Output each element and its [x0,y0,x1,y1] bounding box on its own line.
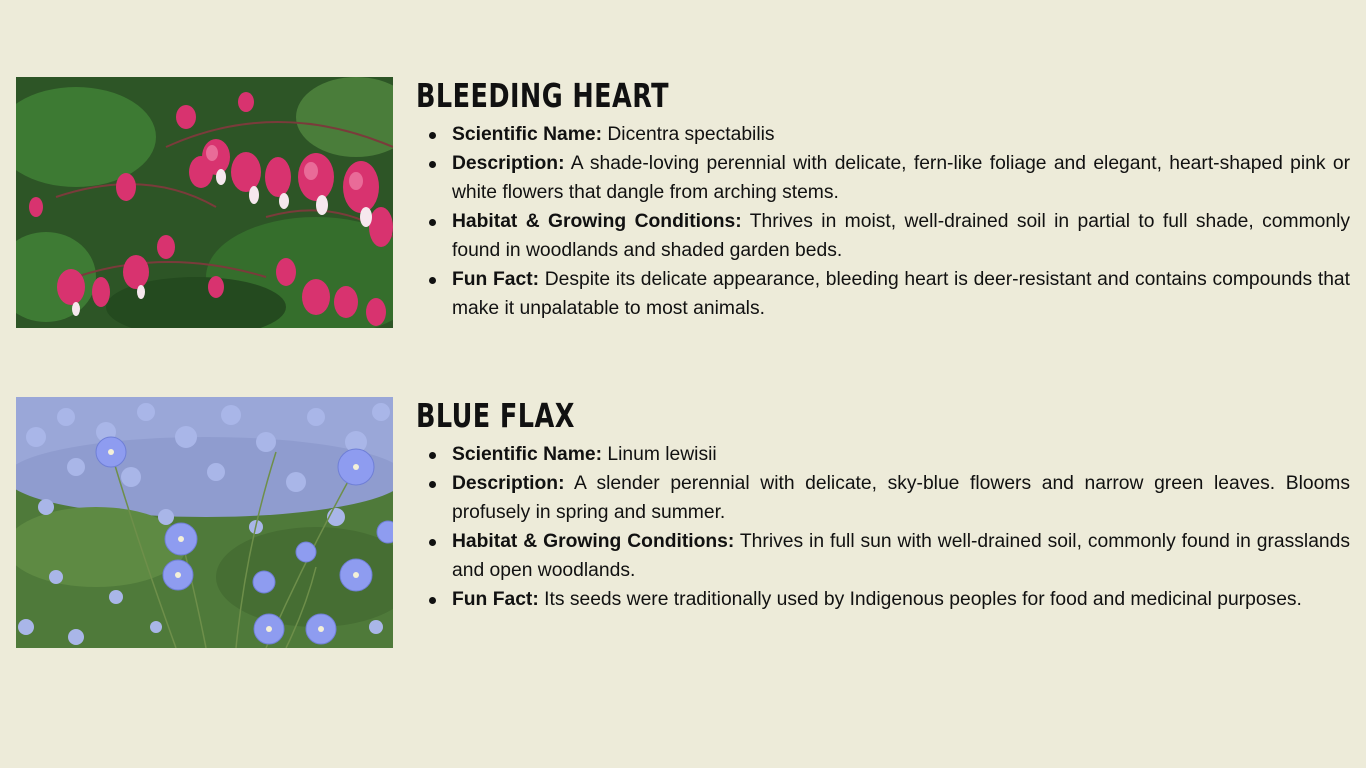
bleeding-heart-image [16,77,393,328]
fact-label: Habitat & Growing Conditions: [452,211,742,232]
fact-text: Linum lewisii [602,444,717,465]
blue-flax-text [416,396,1350,614]
bleeding-heart-text [416,76,1350,323]
fact-label: Scientific Name: [452,124,603,145]
plant-title: BLUE FLAX [416,396,575,435]
fact-list [416,440,1350,614]
fact-text: A shade-loving perennial with delicate, fern-like foliage and elegant, heart-shaped pink or white flowers that dangle from arching stems. [452,153,1350,203]
fact-item-fun-fact [416,585,1350,614]
fact-label: Fun Fact: [452,589,539,610]
fact-item-fun-fact [416,265,1350,323]
blue-flax-photo [16,397,393,648]
fact-text: Thrives in moist, well-drained soil in partial to full shade, commonly found in woodlands and shaded garden beds. [452,211,1351,261]
fact-text: Dicentra spectabilis [602,124,775,145]
fact-text: Despite its delicate appearance, bleeding heart is deer-resistant and contains compounds that make it unpalatable to most animals. [452,269,1350,319]
fact-label: Description: [452,473,565,494]
plant-title: BLEEDING HEART [416,76,669,115]
fact-item-scientific-name [416,440,1350,469]
fact-item-habitat [416,527,1350,585]
blue-flax-image [16,397,393,648]
fact-item-habitat [416,207,1350,265]
fact-item-description [416,469,1350,527]
fact-label: Scientific Name: [452,444,603,465]
fact-item-description [416,149,1350,207]
fact-text: Thrives in full sun with well-drained soil, commonly found in grasslands and open woodlands. [452,531,1350,581]
fact-text: Its seeds were traditionally used by Indigenous peoples for food and medicinal purposes. [538,589,1302,610]
fact-list [416,120,1350,323]
fact-label: Description: [452,153,565,174]
fact-item-scientific-name [416,120,1350,149]
fact-label: Habitat & Growing Conditions: [452,531,735,552]
bleeding-heart-photo [16,77,393,328]
fact-label: Fun Fact: [452,269,540,290]
fact-text: A slender perennial with delicate, sky-blue flowers and narrow green leaves. Blooms profusely in spring and summer. [452,473,1350,523]
